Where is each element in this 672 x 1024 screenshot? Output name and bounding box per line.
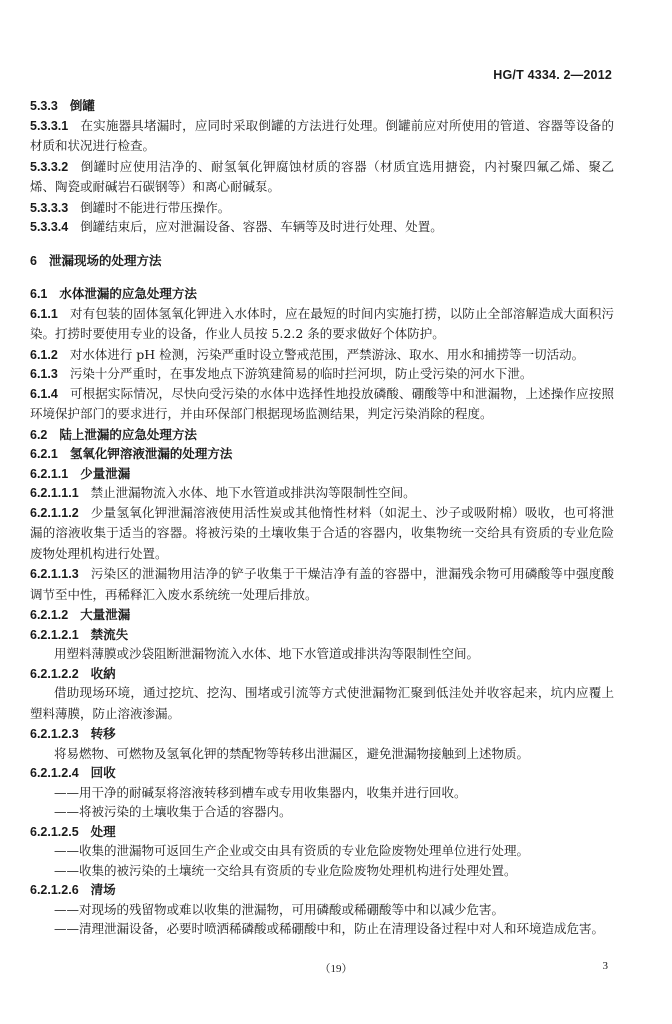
paragraph: 用塑料薄膜或沙袋阻断泄漏物流入水体、地下水管道或排洪沟等限制性空间。	[54, 646, 480, 661]
paragraph: 借助现场环境，通过挖坑、挖沟、围堵或引流等方式使泄漏物汇聚到低洼处并收容起来，坑内应覆上塑料薄膜，防止溶液渗漏。	[30, 685, 614, 721]
standard-code: HG/T 4334. 2—2012	[493, 68, 612, 82]
clause-heading: 6.2.1.2.6 清场	[30, 882, 116, 897]
paragraph: 6.1.1 对有包装的固体氢氧化钾进入水体时，应在最短的时间内实施打捞，以防止全部溶解造成大面积污染。打捞时要使用专业的设备，作业人员按 5.2.2 条的要求做好个体防护。	[30, 305, 614, 341]
paragraph: 6.1.3 污染十分严重时，在事发地点下游筑建简易的临时拦河坝，防止受污染的河水下泄。	[30, 366, 533, 381]
clause-heading: 6.2.1.2.3 转移	[30, 726, 116, 741]
section-heading: 6.1 水体泄漏的应急处理方法	[30, 286, 197, 301]
paragraph: 5.3.3.4 倒罐结束后，应对泄漏设备、容器、车辆等及时进行处理、处置。	[30, 219, 443, 234]
list-item: ——清理泄漏设备，必要时喷洒稀磷酸或稀硼酸中和，防止在清理设备过程中对人和环境造成危害。	[54, 921, 605, 936]
clause-heading: 6.2.1.2.4 回收	[30, 765, 116, 780]
paragraph: 将易燃物、可燃物及氢氧化钾的禁配物等转移出泄漏区，避免泄漏物接触到上述物质。	[54, 745, 530, 761]
section-heading: 5.3.3 倒罐	[30, 98, 95, 113]
subsection-heading: 6.2.1 氢氧化钾溶液泄漏的处理方法	[30, 446, 233, 461]
clause-heading: 6.2.1.2.2 收納	[30, 665, 116, 681]
paragraph: 5.3.3.3 倒罐时不能进行带压操作。	[30, 199, 231, 215]
list-item: ——用干净的耐碱泵将溶液转移到槽车或专用收集器内，收集并进行回收。	[54, 784, 467, 800]
footer-sheet-number: （19）	[319, 963, 353, 975]
list-item: ——收集的泄漏物可返回生产企业或交由具有资质的专业危险废物处理单位进行处理。	[54, 843, 530, 858]
paragraph: 6.2.1.1.3 污染区的泄漏物用洁净的铲子收集于干燥洁净有盖的容器中，泄漏残余物可用磷酸等中强度酸调节至中性，再稀释汇入废水系统统一处理后排放。	[30, 566, 614, 602]
clause-heading: 6.2.1.2.1 禁流失	[30, 626, 129, 642]
list-item: ——对现场的残留物或难以收集的泄漏物，可用磷酸或稀硼酸等中和以减少危害。	[54, 901, 505, 917]
document-body	[30, 96, 614, 940]
paragraph: 5.3.3.2 倒罐时应使用洁净的、耐氢氧化钾腐蚀材质的容器（材质宜选用搪瓷，内衬聚四氟乙烯、聚乙烯、陶瓷或耐碱岩石碳钢等）和离心耐碱泵。	[30, 158, 614, 194]
clause-heading: 6.2.1.2.5 处理	[30, 823, 116, 839]
page-number: 3	[602, 960, 608, 972]
subsection-heading: 6.2.1.2 大量泄漏	[30, 607, 131, 622]
paragraph: 6.2.1.1.2 少量氢氧化钾泄漏溶液使用活性炭或其他惰性材料（如泥土、沙子或吸附棉）吸收，也可将泄漏的溶液收集于适当的容器。将被污染的土壤收集于合适的容器内，收集物统一交给具有资质的专业危险废物处理机构进行处置。	[30, 504, 614, 561]
paragraph: 6.1.2 对水体进行 pH 检测，污染严重时设立警戒范围，严禁游泳、取水、用水和捕捞等一切活动。	[30, 346, 585, 362]
paragraph: 6.2.1.1.1 禁止泄漏物流入水体、地下水管道或排洪沟等限制性空间。	[30, 485, 416, 500]
list-item: ——将被污染的土壤收集于合适的容器内。	[54, 804, 292, 819]
list-item: ——收集的被污染的土壤统一交给具有资质的专业危险废物处理机构进行处理处置。	[54, 862, 517, 878]
paragraph: 5.3.3.1 在实施器具堵漏时，应同时采取倒罐的方法进行处理。倒罐前应对所使用的管道、容器等设备的材质和状况进行检查。	[30, 117, 614, 153]
chapter-heading: 6 泄漏现场的处理方法	[30, 252, 162, 268]
subsection-heading: 6.2.1.1 少量泄漏	[30, 465, 131, 481]
section-heading: 6.2 陆上泄漏的应急处理方法	[30, 426, 197, 442]
paragraph: 6.1.4 可根据实际情况，尽快向受污染的水体中选择性地投放磷酸、硼酸等中和泄漏物，上述操作应按照环境保护部门的要求进行，并由环保部门根据现场监测结果，判定污染消除的程度。	[30, 385, 614, 421]
